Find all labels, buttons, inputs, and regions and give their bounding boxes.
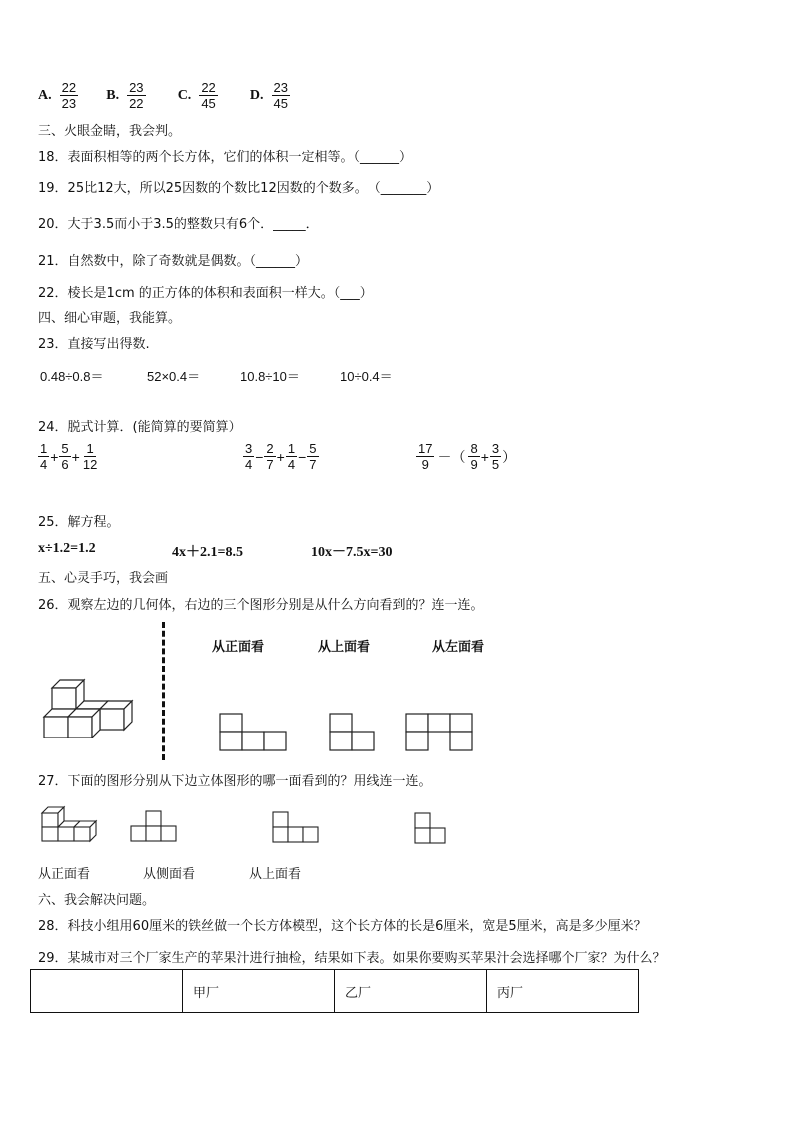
section-5-title: 五、心灵手巧，我会画	[38, 571, 169, 586]
question-26: 26．观察左边的几何体，右边的三个图形分别是从什么方向看到的？连一连。	[38, 598, 484, 613]
q23-item: 0.48÷0.8＝	[40, 369, 104, 384]
question-22: 22．棱长是1cm 的正方体的体积和表面积一样大。（___）	[38, 286, 373, 301]
table-header-cell: 丙厂	[487, 970, 639, 1013]
q26-view-2	[329, 713, 377, 753]
q27-label-front: 从正面看	[38, 867, 91, 882]
q25-equation: 10x－7.5x=30	[311, 545, 393, 560]
question-18: 18．表面积相等的两个长方体，它们的体积一定相等。（______）	[38, 150, 413, 165]
question-21: 21．自然数中，除了奇数就是偶数。（______）	[38, 254, 309, 269]
table-row	[31, 970, 639, 1013]
section-6-title: 六、我会解决问题。	[38, 893, 156, 908]
section-3-title: 三、火眼金睛，我会判。	[38, 124, 182, 139]
question-27: 27．下面的图形分别从下边立体图形的哪一面看到的？用线连一连。	[38, 774, 432, 789]
question-23: 23．直接写出得数.	[38, 337, 150, 352]
question-28: 28．科技小组用60厘米的铁丝做一个长方体模型，这个长方体的长是6厘米，宽是5厘米，高是多少厘米？	[38, 919, 647, 934]
q24-expression-3: $\frac{17}{9}$ －（ $\frac{8}{9}$ + $\frac{3}{5}$ ）	[418, 441, 517, 472]
q27-view-front	[272, 811, 322, 847]
dashed-divider	[162, 622, 165, 760]
option-a: A. $\frac{22}{23}$	[38, 80, 77, 111]
q27-label-top: 从上面看	[249, 867, 302, 882]
q27-view-top	[414, 812, 450, 852]
q24-expression-1: $\frac{1}{4}$ + $\frac{5}{6}$ + $\frac{1}{12}$	[40, 441, 98, 472]
q17-options	[38, 80, 290, 111]
q29-table	[30, 969, 639, 1013]
option-c: C. $\frac{22}{45}$	[177, 80, 216, 111]
q23-item: 10.8÷10＝	[240, 369, 300, 384]
q26-solid-figure	[40, 676, 144, 738]
question-19: 19．25比12大，所以25因数的个数比12因数的个数多。 （_______）	[38, 181, 440, 196]
question-29: 29．某城市对三个厂家生产的苹果汁进行抽检，结果如下表。如果你要购买苹果汁会选择哪个厂家？为什么？	[38, 951, 666, 966]
q25-equation: 4x＋2.1=8.5	[172, 545, 243, 560]
q26-label-top: 从上面看	[318, 640, 371, 655]
q23-item: 10÷0.4＝	[340, 369, 393, 384]
option-d: D. $\frac{23}{45}$	[249, 80, 289, 111]
q26-view-3	[405, 713, 475, 753]
question-20: 20．大于3.5而小于3.5的整数只有6个．_____．	[38, 217, 319, 232]
question-25: 25．解方程。	[38, 515, 120, 530]
q25-equation: x÷1.2=1.2	[38, 541, 96, 556]
q26-label-front: 从正面看	[212, 640, 265, 655]
q26-label-left: 从左面看	[432, 640, 485, 655]
q27-view-side	[130, 810, 180, 846]
option-b: B. $\frac{23}{22}$	[106, 80, 144, 111]
table-header-cell: 甲厂	[183, 970, 335, 1013]
section-4-title: 四、细心审题，我能算。	[38, 311, 182, 326]
question-24: 24．脱式计算．(能简算的要简算）	[38, 420, 242, 435]
q23-item: 52×0.4＝	[147, 369, 201, 384]
q26-view-1	[219, 713, 289, 753]
q27-label-side: 从侧面看	[143, 867, 196, 882]
table-header-cell	[31, 970, 183, 1013]
q24-expression-2: $\frac{3}{4}$ − $\frac{2}{7}$ + $\frac{1}{4}$ − $\frac{5}{7}$	[245, 441, 317, 472]
q27-solid-figure	[38, 803, 104, 847]
table-header-cell: 乙厂	[335, 970, 487, 1013]
